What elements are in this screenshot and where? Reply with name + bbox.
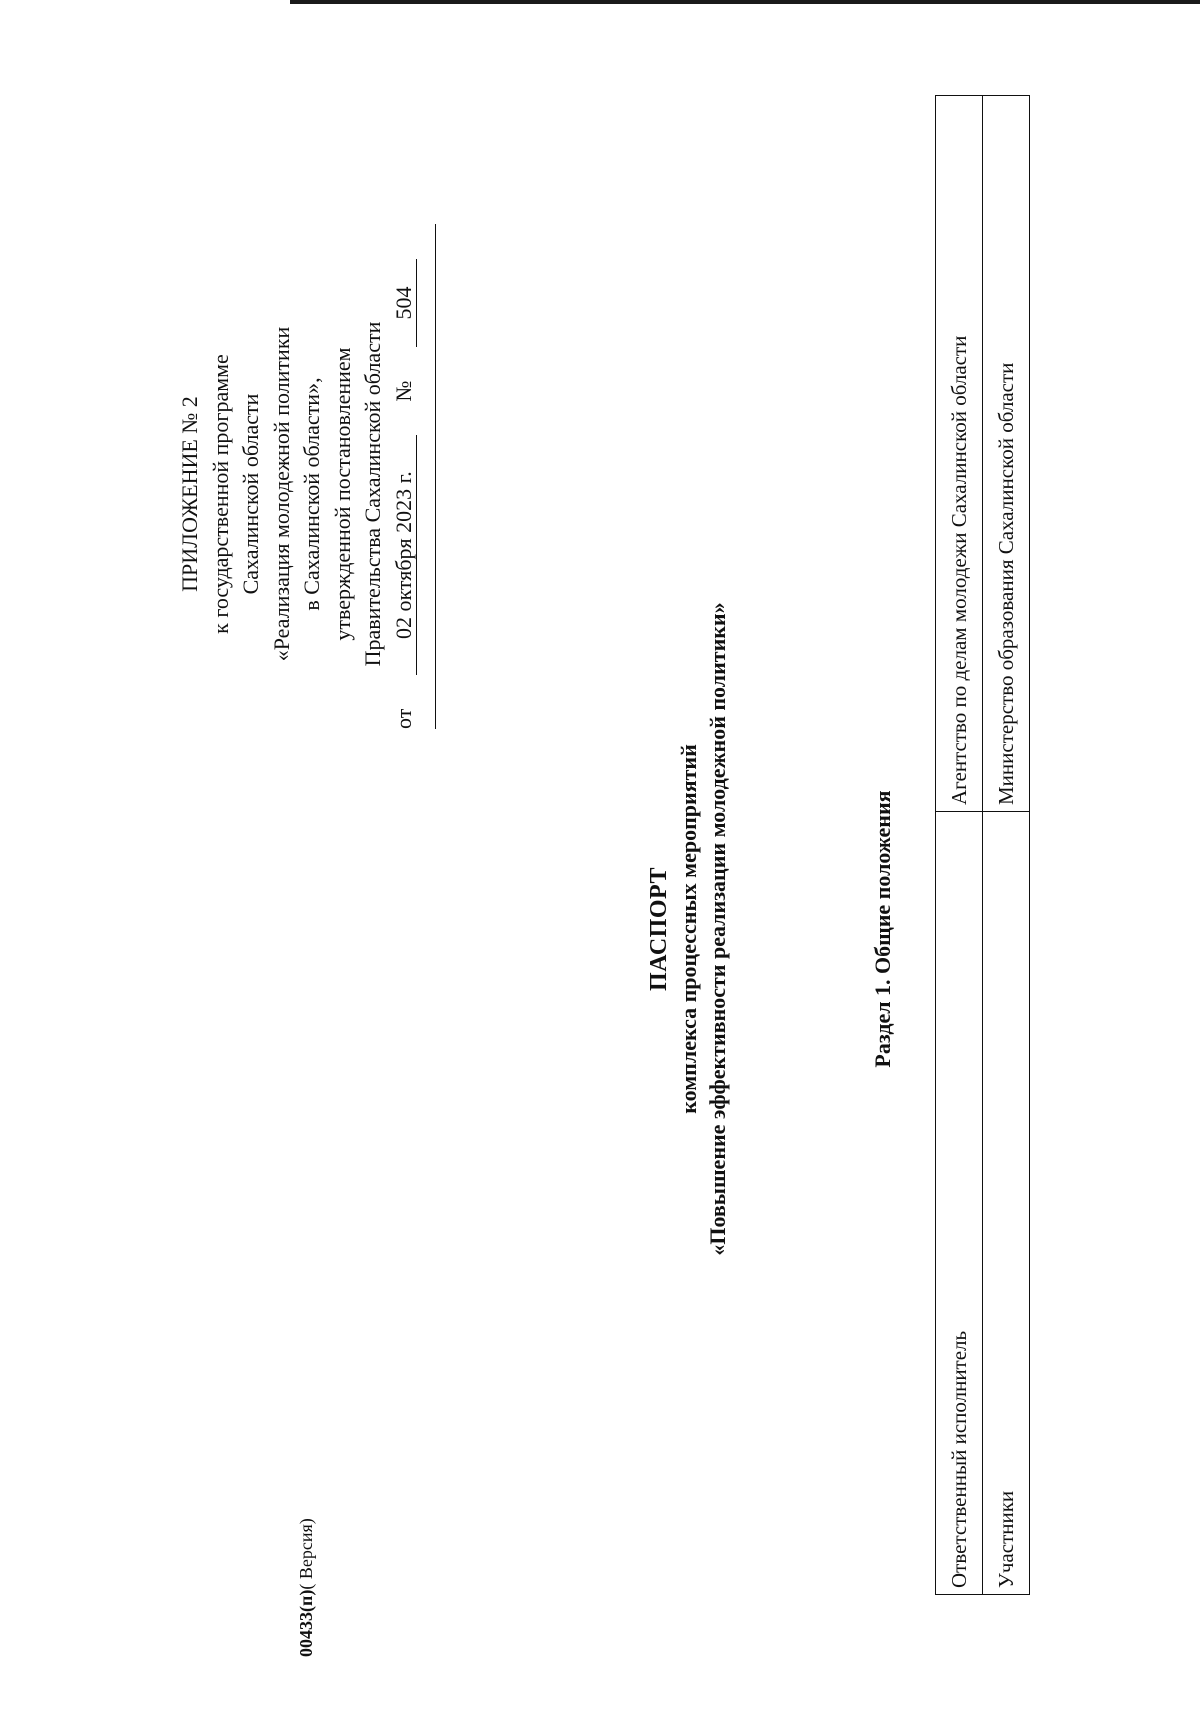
table-row — [936, 96, 983, 1595]
from-label: от — [390, 708, 416, 729]
passport-subtitle: комплекса процессных мероприятий — [676, 744, 701, 1114]
document-code — [296, 1518, 317, 1657]
appendix-heading: ПРИЛОЖЕНИЕ № 2 — [177, 396, 202, 592]
decree-date: 02 октября 2023 г. — [392, 435, 417, 675]
passport-header — [645, 529, 732, 1329]
decree-number: 504 — [392, 259, 417, 347]
row-value: Агентство по делам молодежи Сахалинской области — [936, 96, 983, 812]
table-row — [983, 96, 1030, 1595]
decree-date-line — [389, 259, 420, 729]
row-value: Министерство образования Сахалинской области — [983, 96, 1030, 812]
row-label: Участники — [983, 812, 1030, 1595]
appendix-line: утвержденной постановлением — [329, 347, 355, 641]
doc-code: 00433(п) — [296, 1589, 316, 1657]
row-label: Ответственный исполнитель — [936, 812, 983, 1595]
appendix-underline — [435, 224, 436, 729]
passport-title: ПАСПОРТ — [646, 867, 672, 991]
general-provisions-table — [935, 95, 1030, 1595]
section-title: Раздел 1. Общие положения — [870, 790, 895, 1068]
appendix-block — [175, 259, 419, 729]
appendix-line: к государственной программе — [207, 354, 233, 634]
appendix-line: Сахалинской области — [238, 393, 263, 595]
passport-name: «Повышение эффективности реализации молодежной политики» — [705, 602, 730, 1256]
appendix-line: Правительства Сахалинской области — [360, 321, 385, 667]
doc-version: ( Версия) — [296, 1518, 316, 1590]
appendix-line: «Реализация молодежной политики — [268, 326, 294, 662]
appendix-line: в Сахалинской области», — [299, 377, 324, 611]
number-label: № — [390, 380, 416, 402]
